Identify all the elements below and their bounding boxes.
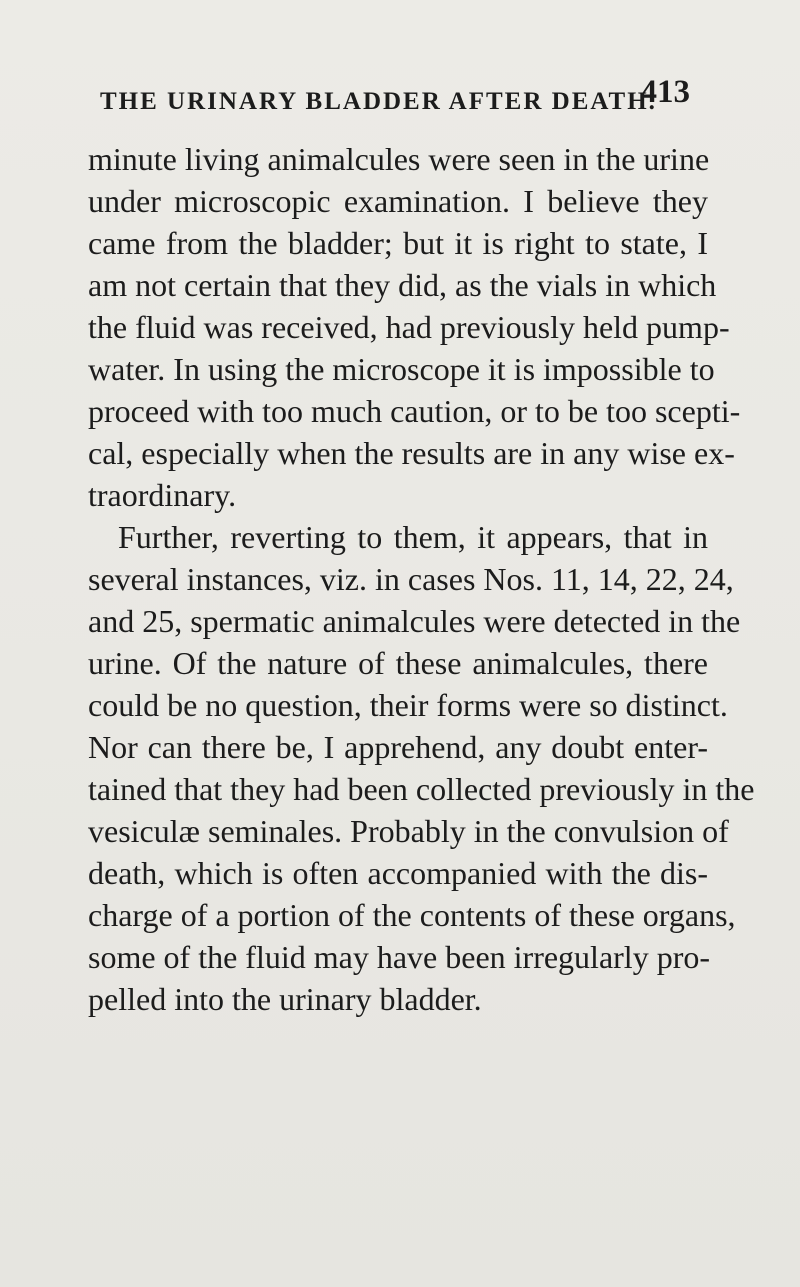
text-line: pelled into the urinary bladder. xyxy=(88,981,482,1017)
text-line: vesiculæ seminales. Probably in the convulsion of xyxy=(88,813,729,849)
text-line: am not certain that they did, as the vials in which xyxy=(88,267,717,303)
page-number: 413 xyxy=(640,74,690,110)
text-line: cal, especially when the results are in any wise ex- xyxy=(88,435,735,471)
text-line: came from the bladder; but it is right to state, I xyxy=(88,225,708,261)
text-line: Nor can there be, I apprehend, any doubt enter- xyxy=(88,729,708,765)
text-line: traordinary. xyxy=(88,477,237,513)
body-text xyxy=(88,138,755,1020)
text-line: water. In using the microscope it is impossible to xyxy=(88,351,715,387)
text-line: and 25, spermatic animalcules were detected in the xyxy=(88,603,741,639)
text-line: some of the fluid may have been irregularly pro- xyxy=(88,939,710,975)
text-line: death, which is often accompanied with the dis- xyxy=(88,855,708,891)
text-line: urine. Of the nature of these animalcules, there xyxy=(88,645,708,681)
text-line: under microscopic examination. I believe they xyxy=(88,183,708,219)
running-title: THE URINARY BLADDER AFTER DEATH. xyxy=(100,88,657,115)
text-line: charge of a portion of the contents of these organs, xyxy=(88,897,736,933)
text-line: could be no question, their forms were so distinct. xyxy=(88,687,728,723)
running-head xyxy=(100,74,690,118)
text-line: minute living animalcules were seen in the urine xyxy=(88,141,710,177)
text-line: proceed with too much caution, or to be too scepti- xyxy=(88,393,741,429)
text-line: the fluid was received, had previously held pump- xyxy=(88,309,730,345)
text-line: several instances, viz. in cases Nos. 11, 14, 22, 24, xyxy=(88,561,734,597)
text-line: tained that they had been collected previously in the xyxy=(88,771,755,807)
text-line: Further, reverting to them, it appears, that in xyxy=(118,519,708,555)
